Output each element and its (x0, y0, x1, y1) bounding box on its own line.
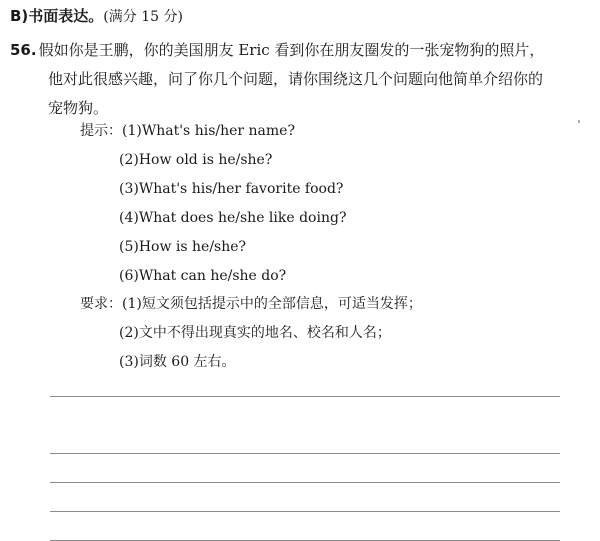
answer-writing-area[interactable] (50, 396, 560, 541)
hint-item: (6)What can he/she do? (119, 268, 287, 284)
section-score: (满分 15 分) (103, 9, 183, 25)
requirement-item (80, 290, 422, 319)
requirement-text: (1)短文须包括提示中的全部信息，可适当发挥； (122, 296, 422, 312)
requirement-item: (3)词数 60 左右。 (119, 354, 236, 370)
question-56 (10, 36, 570, 123)
answer-line[interactable] (50, 512, 560, 541)
hint-item (80, 117, 346, 146)
question-number: 56. (10, 41, 37, 59)
scan-speck (578, 120, 580, 123)
answer-line[interactable] (50, 454, 560, 483)
answer-line[interactable] (50, 425, 560, 454)
question-line (10, 36, 570, 65)
requirements-block (80, 290, 422, 377)
hint-text: (1)What's his/her name? (122, 123, 295, 139)
section-title: B)书面表达。 (10, 7, 104, 25)
question-text-line-2: 他对此很感兴趣，问了你几个问题，请你围绕这几个问题向他简单介绍你的 (48, 70, 544, 88)
hints-block (80, 117, 346, 291)
requirements-label: 要求： (80, 296, 122, 312)
hints-label: 提示： (80, 123, 122, 139)
hint-item: (4)What does he/she like doing? (119, 210, 347, 226)
hint-item: (3)What's his/her favorite food? (119, 181, 344, 197)
hint-item: (2)How old is he/she? (119, 152, 273, 168)
answer-line[interactable] (50, 396, 560, 397)
section-header (10, 6, 183, 27)
requirement-item: (2)文中不得出现真实的地名、校名和人名； (119, 325, 391, 341)
question-text-line-1: 假如你是王鹏，你的美国朋友 Eric 看到你在朋友圈发的一张宠物狗的照片， (38, 41, 545, 59)
hint-item: (5)How is he/she? (119, 239, 247, 255)
answer-line[interactable] (50, 483, 560, 512)
question-text-line-3: 宠物狗。 (48, 99, 109, 117)
